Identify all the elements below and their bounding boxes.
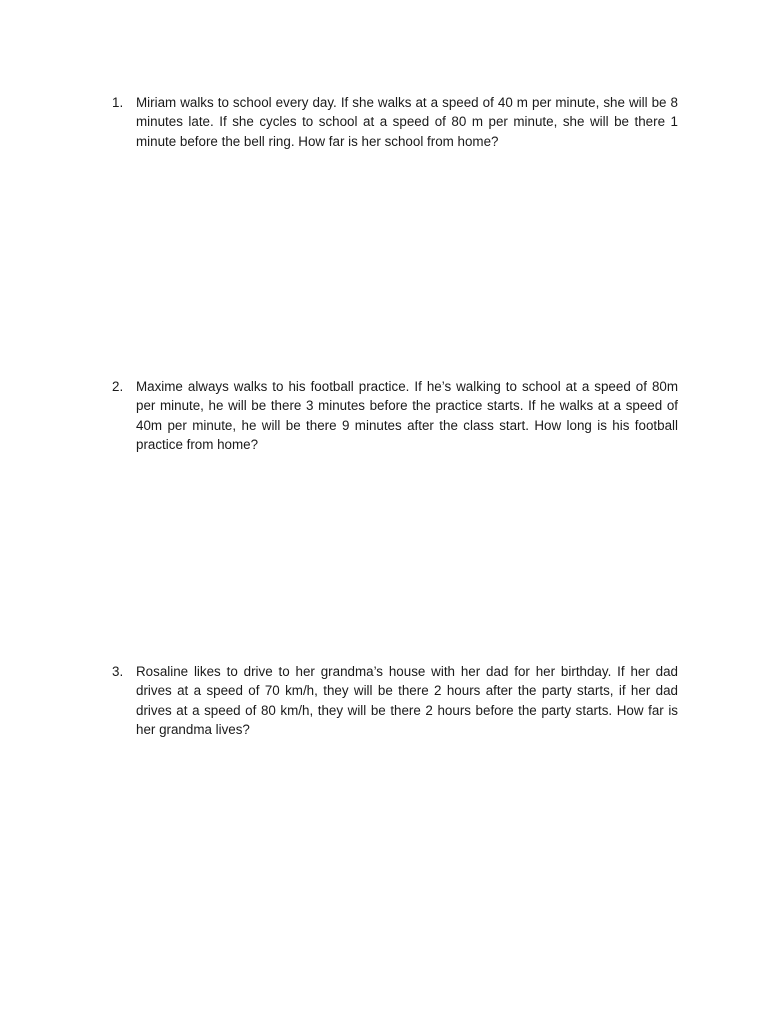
question-2-number: 2. xyxy=(112,379,124,394)
question-3-number: 3. xyxy=(112,664,124,679)
question-1-number: 1. xyxy=(112,95,124,110)
question-3 xyxy=(112,662,678,739)
question-1 xyxy=(112,93,678,151)
question-2-text: Maxime always walks to his football practice. If he’s walking to school at a speed of 80m per minute, he will be there 3 minutes before the practice starts. If he walks at a speed of 40m per minute, he will be there 9 minutes after the class start. How long is his football practice from home? xyxy=(136,379,678,452)
question-3-text: Rosaline likes to drive to her grandma’s house with her dad for her birthday. If her dad drives at a speed of 70 km/h, they will be there 2 hours after the party starts, if her dad drives at a speed of 80 km/h, they will be there 2 hours before the party starts. How far is her grandma lives? xyxy=(136,664,678,737)
question-2 xyxy=(112,377,678,454)
question-1-text: Miriam walks to school every day. If she walks at a speed of 40 m per minute, she will be 8 minutes late. If she cycles to school at a speed of 80 m per minute, she will be there 1 minute before the bell ring. How far is her school from home? xyxy=(136,95,678,149)
